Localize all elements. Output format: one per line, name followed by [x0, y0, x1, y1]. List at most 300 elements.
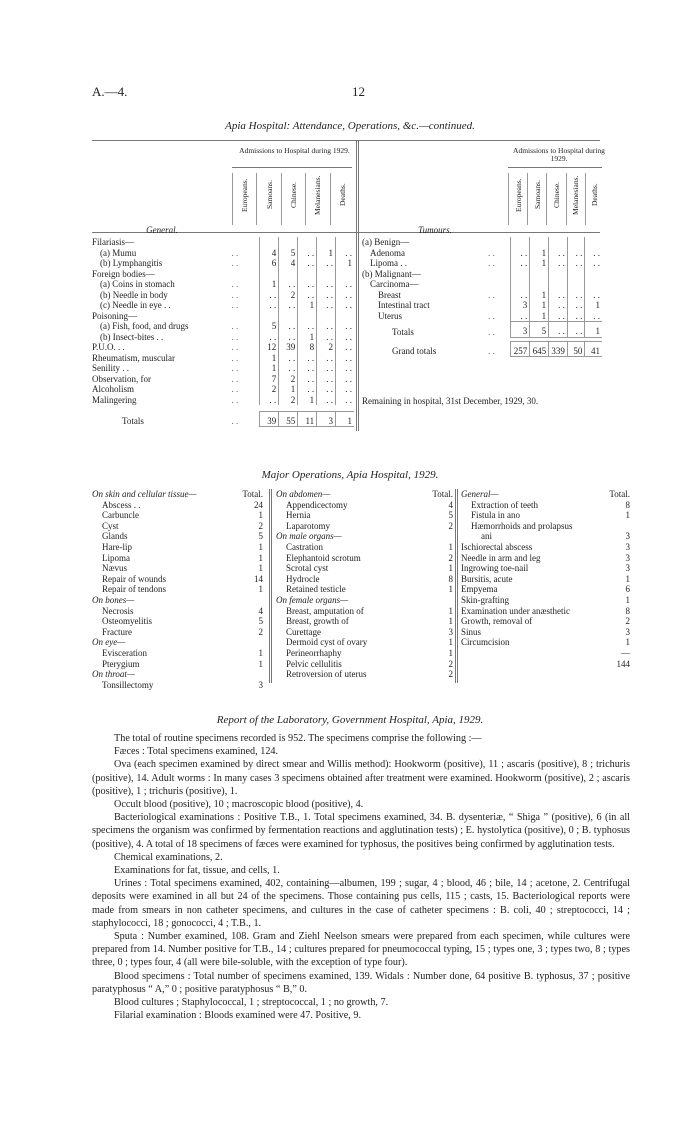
operation-total: 8	[625, 605, 630, 616]
row-label: Filariasis—	[92, 237, 134, 247]
operation-row	[461, 574, 631, 585]
operation-row	[92, 680, 264, 691]
operation-row	[276, 521, 454, 532]
row-value	[279, 311, 298, 322]
row-label: Observation, for	[92, 373, 151, 384]
operation-total: 8	[625, 499, 630, 510]
row-label: (b) Needle in body	[100, 289, 168, 300]
totals-dots: . .	[231, 416, 239, 426]
operation-total: 8	[448, 573, 453, 584]
row-value: . .	[298, 374, 317, 385]
operation-label: Evisceration	[102, 647, 147, 658]
operation-row	[92, 606, 264, 617]
operation-label: Tonsillectomy	[102, 679, 154, 690]
report-paragraph: Blood specimens : Total number of specimens examined, 139. Widals : Number done, 64 positive B. typhosus, 37 ; positive paratyphosus “ A,” 0 ; positive paratyphosus “ B,” 0.	[92, 970, 630, 995]
operation-total: 1	[258, 510, 263, 521]
row-dots: . .	[231, 373, 239, 384]
column-header-label: Melanesians.	[571, 175, 581, 215]
operation-label: Pelvic cellulitis	[286, 658, 342, 669]
operation-total: 2	[448, 669, 453, 680]
row-value: . .	[585, 311, 602, 322]
row-value: 8	[298, 342, 317, 353]
table-row	[92, 269, 354, 280]
operation-total: 1	[448, 563, 453, 574]
operation-row	[276, 669, 454, 680]
operation-label: Breast, growth of	[286, 616, 349, 627]
row-value: 7	[260, 374, 279, 385]
operation-row	[276, 595, 454, 606]
operation-row	[92, 584, 264, 595]
operation-label: Elephantoid scrotum	[286, 552, 361, 563]
operation-row	[461, 500, 631, 511]
totals-dots: . .	[488, 326, 495, 337]
operation-group-heading: General—	[461, 489, 499, 499]
operation-total: 1	[625, 510, 630, 521]
operation-label: Sinus	[461, 626, 482, 637]
operation-total: 3	[258, 679, 263, 690]
column-header	[546, 173, 565, 225]
operation-label: Glands	[102, 531, 128, 542]
operation-total: 2	[448, 552, 453, 563]
report-paragraph: Sputa : Number examined, 108. Gram and Ziehl Neelson smears were prepared from each specimen, while cultures were prepared from 14. Number positive for T.B., 14 ; cultures prepared for pneumococcal typing, 15 ; types one, 3 ; types two, 8 ; types three, 0 ; types four, 4 (all were bile-soluble, with the exception of type four).	[92, 931, 630, 969]
row-value	[585, 279, 602, 290]
row-value: . .	[298, 290, 317, 301]
row-value: 5	[260, 321, 279, 332]
totals-row	[92, 411, 354, 427]
operation-total: 3	[625, 531, 630, 542]
operation-total: 1	[625, 573, 630, 584]
operation-label: ani	[481, 531, 492, 542]
operation-total: 2	[258, 626, 263, 637]
operation-total: 4	[258, 605, 263, 616]
row-label: Poisoning—	[92, 310, 138, 321]
row-label: (a) Fish, food, and drugs	[100, 321, 189, 331]
row-value: . .	[279, 279, 298, 290]
operation-total: 4	[448, 499, 453, 510]
row-value	[585, 269, 602, 280]
row-value	[317, 311, 336, 322]
operation-label: Osteomyelitis	[102, 616, 152, 627]
operations-col-general	[461, 489, 631, 669]
operation-row	[276, 553, 454, 564]
table-row	[92, 258, 354, 269]
operation-row	[92, 616, 264, 627]
operation-label: Carbuncle	[102, 510, 139, 521]
report-paragraph: Chemical examinations, 2.	[114, 851, 223, 863]
row-label: Rheumatism, muscular	[92, 352, 175, 363]
column-header	[527, 173, 546, 225]
row-label: Breast	[378, 289, 401, 300]
operation-row	[92, 542, 264, 553]
table-row	[362, 300, 602, 311]
row-value	[567, 237, 585, 248]
operation-total: 3	[625, 541, 630, 552]
row-value	[260, 311, 279, 322]
row-value: . .	[317, 290, 336, 301]
row-value: . .	[298, 384, 317, 395]
operation-row	[92, 500, 264, 511]
operation-label: Pterygium	[102, 658, 140, 669]
row-value: 6	[260, 258, 279, 269]
row-value: . .	[567, 300, 585, 311]
operation-row	[461, 563, 631, 574]
row-value: . .	[279, 353, 298, 364]
row-value: . .	[336, 363, 354, 374]
table-row	[92, 332, 354, 343]
table-row	[362, 290, 602, 301]
table-row	[362, 258, 602, 269]
row-value: . .	[336, 395, 354, 406]
row-value	[279, 237, 298, 248]
operation-label: Ischiorectal abscess	[461, 541, 533, 552]
operation-label: Bursitis, acute	[461, 573, 513, 584]
row-value: 2	[317, 342, 336, 353]
page-number: 12	[352, 84, 365, 99]
row-dots	[486, 279, 511, 290]
row-value: . .	[260, 332, 279, 343]
table-row	[92, 237, 354, 248]
operation-row	[461, 627, 631, 638]
operation-row	[276, 510, 454, 521]
section-title-general: General.	[146, 225, 178, 235]
operation-row	[276, 500, 454, 511]
operation-label: Lipoma	[102, 552, 130, 563]
row-label: Adenoma	[370, 247, 405, 258]
operation-row	[461, 489, 631, 500]
row-dots	[230, 269, 260, 280]
row-value: . .	[279, 332, 298, 343]
row-value: . .	[298, 248, 317, 259]
operation-row	[461, 606, 631, 617]
operation-label	[461, 648, 603, 659]
row-dots: . .	[231, 363, 239, 373]
column-header	[508, 173, 527, 225]
row-value: . .	[567, 248, 585, 259]
table-row	[92, 290, 354, 301]
table-row	[92, 395, 354, 406]
operation-total: 144	[616, 658, 630, 669]
row-value: 1	[260, 363, 279, 374]
row-value: 1	[530, 290, 549, 301]
totals-value: 3	[317, 411, 336, 427]
operation-group-heading: On skin and cellular tissue—	[92, 489, 197, 499]
row-dots	[230, 311, 260, 322]
row-value	[549, 269, 568, 280]
row-label: Senility . .	[92, 363, 130, 373]
operations-col-skin	[92, 489, 264, 690]
attendance-left-rows	[92, 237, 354, 427]
row-value: . .	[260, 290, 279, 301]
operation-row	[276, 563, 454, 574]
column-header	[330, 173, 354, 225]
row-value: . .	[336, 248, 354, 259]
operation-total: 1	[625, 637, 630, 648]
row-value: 1	[298, 395, 317, 406]
operation-row	[276, 606, 454, 617]
section-title-tumours: Tumours.	[418, 225, 452, 235]
totals-value: 50	[567, 341, 585, 357]
row-value: . .	[549, 300, 568, 311]
row-value: 4	[279, 258, 298, 269]
row-dots: . .	[231, 279, 239, 289]
row-value: . .	[549, 311, 568, 322]
operation-total: 1	[258, 647, 263, 658]
totals-value: 257	[511, 341, 530, 357]
row-dots: . .	[231, 352, 239, 363]
remaining-note: Remaining in hospital, 31st December, 1929, 30.	[362, 396, 539, 406]
row-value: 1	[298, 300, 317, 311]
row-value: . .	[511, 248, 530, 259]
row-value: . .	[317, 384, 336, 395]
totals-label: Totals	[122, 416, 144, 426]
row-value: . .	[260, 300, 279, 311]
row-value: 1	[260, 353, 279, 364]
row-label: (b) Lymphangitis	[100, 258, 163, 268]
row-dots: . .	[488, 258, 495, 268]
operation-row	[276, 584, 454, 595]
row-value: 1	[336, 258, 354, 269]
row-value	[298, 269, 317, 280]
report-paragraph: Filarial examination : Bloods examined were 47. Positive, 9.	[114, 1010, 362, 1022]
row-value: . .	[336, 290, 354, 301]
row-label: Lipoma . .	[370, 258, 407, 268]
row-value: . .	[298, 258, 317, 269]
row-value	[585, 237, 602, 248]
operation-group-heading: On abdomen—	[276, 489, 331, 499]
row-dots: . .	[231, 384, 239, 394]
row-value: . .	[298, 321, 317, 332]
totals-value: 55	[279, 411, 298, 427]
operation-total: 6	[625, 584, 630, 595]
report-paragraph: The total of routine specimens recorded is 952. The specimens comprise the following :—	[114, 733, 482, 744]
row-value: 1	[530, 300, 549, 311]
row-value: . .	[336, 321, 354, 332]
row-value: . .	[549, 258, 568, 269]
row-value: 12	[260, 342, 279, 353]
row-value: . .	[567, 311, 585, 322]
row-value: . .	[317, 321, 336, 332]
row-value: . .	[317, 374, 336, 385]
row-dots: . .	[231, 342, 239, 352]
operation-label: Castration	[286, 541, 323, 552]
attendance-caption: Apia Hospital: Attendance, Operations, &c.—continued.	[225, 120, 475, 132]
operation-total: 1	[258, 584, 263, 595]
group-header-right: Admissions to Hospital during 1929.	[513, 146, 605, 163]
column-header-label: Deaths.	[590, 183, 600, 207]
operation-label: Extraction of teeth	[471, 499, 538, 510]
row-value: 2	[279, 374, 298, 385]
row-value: 2	[260, 384, 279, 395]
operation-label: Repair of wounds	[102, 573, 166, 584]
operation-label: Cyst	[102, 520, 119, 531]
row-dots	[486, 269, 511, 280]
row-dots: . .	[231, 300, 239, 310]
operation-total: 14	[254, 573, 263, 584]
row-value: . .	[260, 395, 279, 406]
operation-total: 1	[448, 584, 453, 595]
operation-total: 1	[258, 658, 263, 669]
row-label: (b) Insect-bites . .	[100, 331, 164, 342]
row-value: . .	[336, 384, 354, 395]
totals-value: 39	[260, 411, 279, 427]
row-value: . .	[511, 311, 530, 322]
operation-row	[92, 627, 264, 638]
column-header	[305, 173, 329, 225]
operation-row	[92, 659, 264, 670]
operation-label: Hydrocle	[286, 573, 320, 584]
row-value: . .	[317, 353, 336, 364]
row-dots: . .	[488, 310, 495, 321]
row-value	[260, 269, 279, 280]
operation-row	[276, 648, 454, 659]
operation-total	[234, 637, 264, 648]
row-dots	[230, 237, 260, 248]
operation-total: 2	[625, 616, 630, 627]
operation-row	[92, 489, 264, 500]
table-row	[362, 237, 602, 248]
report-paragraph: Urines : Total specimens examined, 402, containing—albumen, 199 ; sugar, 4 ; blood, 46 ; bile, 14 ; acetone, 2. Centrifugal deposits were examined in all but 24 of the specimens. Those containing pus cells, 115 ; casts, 15. Bacteriological reports were made from smears in non catheter specimens, and cultures in the case of catheter specimens : B. coli, 40 ; streptococci, 14 ; staphylococci, 18 ; gonococci, 4 ; T.B., 1.	[92, 878, 630, 929]
row-value: . .	[549, 248, 568, 259]
report-paragraph: Occult blood (positive), 10 ; macroscopic blood (positive), 4.	[114, 799, 364, 811]
operation-label: Curettage	[286, 626, 321, 637]
operation-row	[461, 531, 631, 542]
operation-label: Breast, amputation of	[286, 605, 364, 616]
operation-group-heading: On female organs—	[276, 594, 349, 605]
column-header-label: Deaths.	[337, 183, 347, 207]
operation-label: Needle in arm and leg	[461, 552, 541, 563]
row-value	[336, 311, 354, 322]
column-header	[256, 173, 280, 225]
column-header-label: Samoans.	[264, 180, 274, 210]
operation-total: 1	[448, 541, 453, 552]
group-header-left: Admissions to Hospital during 1929.	[239, 146, 350, 155]
row-value: . .	[279, 363, 298, 374]
operation-row	[276, 542, 454, 553]
operation-total: 2	[448, 658, 453, 669]
operation-label: Skin-grafting	[461, 594, 509, 605]
report-paragraph: Bacteriological examinations : Positive T.B., 1. Total specimens examined, 34. B. dysenteriæ, “ Shiga ” (positive), 6 (in all specimens the organism was confirmed by fermentation reactions and agglutination tests) ; E. hystolytica (positive), 0 ; B. typhosus (positive), 4. A total of 18 specimens of fæces were examined for typhosus, the positives being confirmed by agglutination tests.	[92, 812, 630, 850]
table-row	[92, 311, 354, 322]
row-value: . .	[585, 248, 602, 259]
operation-label: Ingrowing toe-nail	[461, 563, 529, 574]
totals-label: Grand totals	[392, 346, 437, 356]
row-value: . .	[567, 290, 585, 301]
row-label: Alcoholism	[92, 384, 134, 394]
operation-total: 5	[448, 510, 453, 521]
column-header-label: Samoans.	[532, 180, 542, 210]
operation-total: Total.	[609, 489, 630, 499]
row-value	[298, 237, 317, 248]
row-value	[260, 237, 279, 248]
page-code: A.—4.	[92, 84, 128, 99]
operation-total	[234, 669, 264, 680]
operation-total: 3	[625, 552, 630, 563]
row-value	[336, 237, 354, 248]
operation-total: 1	[448, 605, 453, 616]
operation-total: 3	[625, 563, 630, 574]
column-header-label: Europeans.	[240, 178, 250, 212]
table-row	[92, 384, 354, 395]
row-dots: . .	[488, 247, 495, 258]
row-value: 1	[279, 384, 298, 395]
operation-row	[461, 521, 631, 532]
table-row	[92, 279, 354, 290]
column-header-label: Chinese.	[289, 181, 299, 209]
row-value: 1	[298, 332, 317, 343]
row-value: 1	[530, 311, 549, 322]
operation-total: 3	[625, 626, 630, 637]
operation-row	[92, 531, 264, 542]
operation-total	[603, 521, 631, 532]
operation-total	[419, 595, 454, 606]
operation-label: Laparotomy	[286, 520, 330, 531]
row-value	[511, 237, 530, 248]
row-value: 2	[279, 395, 298, 406]
row-value: 5	[279, 248, 298, 259]
operation-group-heading: On bones—	[92, 594, 135, 605]
row-dots: . .	[231, 289, 239, 300]
operation-label: Fracture	[102, 626, 132, 637]
operation-label: Examination under anæsthetic	[461, 605, 570, 616]
totals-value: . .	[549, 322, 568, 338]
column-header-label: Melanesians.	[313, 175, 323, 215]
totals-value: 1	[585, 322, 602, 338]
column-header-label: Europeans.	[513, 178, 523, 212]
row-value: 1	[585, 300, 602, 311]
operation-label	[461, 659, 603, 670]
row-label: (a) Mumu	[100, 247, 137, 258]
row-value: . .	[317, 395, 336, 406]
operation-total: Total.	[242, 489, 263, 499]
table-row	[362, 248, 602, 259]
row-value: . .	[511, 290, 530, 301]
column-header	[232, 173, 256, 225]
operation-row	[276, 637, 454, 648]
operation-label: Dermoid cyst of ovary	[286, 637, 368, 648]
operation-label: Scrotal cyst	[286, 563, 329, 574]
operation-group-heading: On throat—	[92, 669, 135, 680]
operation-total: —	[621, 647, 630, 658]
operation-row	[461, 637, 631, 648]
table-row	[92, 248, 354, 259]
row-value: . .	[585, 290, 602, 301]
row-value	[317, 237, 336, 248]
operation-label: Fistula in ano	[471, 510, 520, 521]
operation-row	[276, 616, 454, 627]
row-value: . .	[279, 321, 298, 332]
operation-label: Repair of tendons	[102, 584, 166, 595]
table-row	[92, 300, 354, 311]
operation-total: Total.	[432, 489, 453, 499]
totals-label: Totals	[392, 326, 414, 337]
table-row	[92, 342, 354, 353]
row-value: . .	[317, 332, 336, 343]
operation-row	[92, 595, 264, 606]
operation-row	[461, 659, 631, 670]
row-label: (b) Malignant—	[362, 268, 421, 279]
totals-value: 3	[511, 322, 530, 338]
row-value: . .	[317, 300, 336, 311]
row-value: . .	[298, 353, 317, 364]
row-value	[549, 237, 568, 248]
column-header	[281, 173, 305, 225]
operation-row	[276, 574, 454, 585]
operation-total: 1	[448, 647, 453, 658]
row-value: . .	[567, 258, 585, 269]
row-dots	[486, 300, 511, 311]
operation-total: 1	[625, 594, 630, 605]
operation-label: Growth, removal of	[461, 616, 533, 627]
